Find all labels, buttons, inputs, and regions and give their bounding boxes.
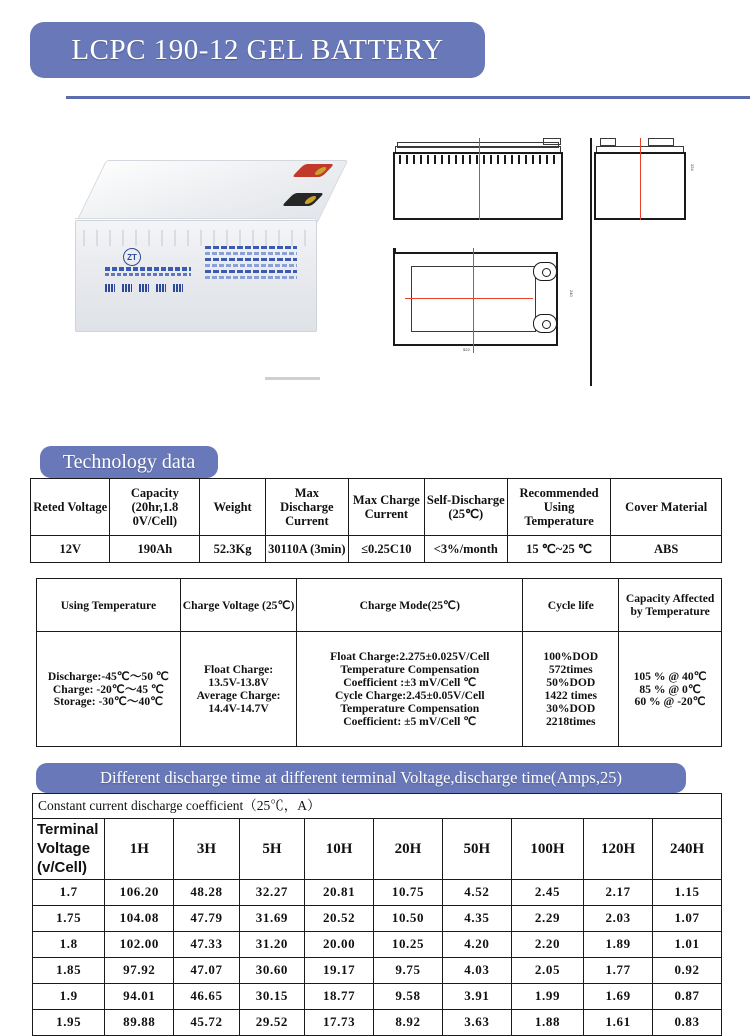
charge-header-row — [37, 579, 722, 632]
row-value: 0.83 — [653, 1010, 722, 1036]
row-voltage: 1.9 — [33, 984, 105, 1010]
using-temperature-cell: Discharge:-45℃～50 ℃ Charge: -20℃～45 ℃ Storage: -30℃～40℃ — [37, 632, 181, 747]
tech-value-cell: ABS — [611, 536, 722, 563]
discharge-column-header: 50H — [442, 819, 511, 880]
row-value: 9.58 — [374, 984, 443, 1010]
row-value: 4.35 — [442, 906, 511, 932]
battery-top-face — [75, 160, 348, 224]
charge-header-cell: Cycle life — [523, 579, 619, 632]
row-value: 19.17 — [305, 958, 374, 984]
table-row — [33, 984, 722, 1010]
row-value: 46.65 — [174, 984, 239, 1010]
technical-drawings — [385, 130, 715, 400]
row-value: 9.75 — [374, 958, 443, 984]
row-value: 10.50 — [374, 906, 443, 932]
photo-shadow — [265, 377, 320, 380]
tech-value-cell: 12V — [31, 536, 110, 563]
row-value: 2.45 — [511, 880, 583, 906]
product-photo — [35, 125, 375, 395]
row-value: 2.05 — [511, 958, 583, 984]
cycle-life-cell: 100%DOD 572times 50%DOD 1422 times 30%DOD 2218times — [523, 632, 619, 747]
row-value: 2.29 — [511, 906, 583, 932]
row-value: 1.61 — [584, 1010, 653, 1036]
row-value: 29.52 — [239, 1010, 304, 1036]
charge-header-cell: Charge Mode(25℃) — [297, 579, 523, 632]
recycle-mark-icon — [173, 284, 183, 292]
positive-terminal-icon — [292, 164, 335, 177]
row-value: 17.73 — [305, 1010, 374, 1036]
charge-parameters-table — [36, 578, 722, 747]
side-rib-1 — [590, 138, 592, 200]
row-value: 102.00 — [105, 932, 174, 958]
row-value: 1.01 — [653, 932, 722, 958]
negative-terminal-icon — [282, 193, 325, 206]
discharge-column-header: 3H — [174, 819, 239, 880]
charge-mode-cell: Float Charge:2.275±0.025V/Cell Temperature Compensation Coefficient :±3 mV/Cell ℃ Cycle Charge:2.45±0.05V/Cell Temperature Compensation Coefficient: ±5 mV/Cell ℃ — [297, 632, 523, 747]
table-row — [33, 906, 722, 932]
discharge-header-row — [33, 819, 722, 880]
side-rib-3 — [590, 262, 592, 324]
brand-text-cn — [105, 267, 191, 271]
row-value: 10.75 — [374, 880, 443, 906]
row-value: 104.08 — [105, 906, 174, 932]
row-value: 47.07 — [174, 958, 239, 984]
terminal-voltage-header: Terminal Voltage (v/Cell) — [33, 819, 105, 880]
front-terminal-tab — [543, 138, 561, 145]
document-title: LCPC 190-12 GEL BATTERY — [71, 33, 444, 66]
title-underline-rule — [66, 96, 750, 99]
row-value: 1.89 — [584, 932, 653, 958]
table-row — [33, 1010, 722, 1036]
tech-value-cell: 15 ℃~25 ℃ — [507, 536, 611, 563]
row-value: 0.92 — [653, 958, 722, 984]
discharge-column-header: 1H — [105, 819, 174, 880]
row-value: 31.69 — [239, 906, 304, 932]
row-value: 45.72 — [174, 1010, 239, 1036]
row-value: 97.92 — [105, 958, 174, 984]
row-value: 20.52 — [305, 906, 374, 932]
capacity-affected-cell: 105 % @ 40℃ 85 % @ 0℃ 60 % @ -20℃ — [619, 632, 722, 747]
tech-header-cell: Recommended Using Temperature — [507, 479, 611, 536]
technology-header-row — [31, 479, 722, 536]
tech-header-cell: Max Charge Current — [348, 479, 424, 536]
side-rib-4 — [590, 324, 592, 386]
tech-value-cell: 190Ah — [110, 536, 200, 563]
row-value: 4.20 — [442, 932, 511, 958]
technology-data-badge-label: Technology data — [62, 450, 196, 473]
row-value: 4.03 — [442, 958, 511, 984]
document-title-badge — [30, 22, 485, 78]
row-value: 20.00 — [305, 932, 374, 958]
zt-logo-icon: ZT — [123, 248, 141, 266]
charge-value-row — [37, 632, 722, 747]
row-value: 2.03 — [584, 906, 653, 932]
technology-data-table — [30, 478, 722, 563]
top-width-dimension: 240 — [569, 290, 574, 297]
row-value: 48.28 — [174, 880, 239, 906]
table-row — [33, 932, 722, 958]
row-value: 47.33 — [174, 932, 239, 958]
top-centerline-horizontal — [405, 298, 533, 299]
row-value: 1.88 — [511, 1010, 583, 1036]
row-value: 0.87 — [653, 984, 722, 1010]
row-value: 1.77 — [584, 958, 653, 984]
charge-header-cell: Capacity Affected by Temperature — [619, 579, 722, 632]
top-positive-post-icon — [533, 262, 557, 281]
title-section — [30, 22, 720, 92]
row-value: 3.91 — [442, 984, 511, 1010]
discharge-column-header: 120H — [584, 819, 653, 880]
row-voltage: 1.75 — [33, 906, 105, 932]
product-label — [205, 246, 297, 282]
tech-header-cell: Self-Discharge (25℃) — [424, 479, 507, 536]
discharge-note: Constant current discharge coefficient（25℃，A） — [33, 794, 722, 819]
tech-header-cell: Reted Voltage — [31, 479, 110, 536]
side-elevation-drawing — [590, 138, 700, 220]
front-vent-slots — [399, 155, 557, 164]
discharge-note-row — [33, 794, 722, 819]
row-value: 20.81 — [305, 880, 374, 906]
discharge-table — [32, 793, 722, 1036]
hero-section — [30, 100, 720, 430]
brand-text-en — [105, 273, 191, 276]
discharge-column-header: 240H — [653, 819, 722, 880]
tech-value-cell: ≤0.25C10 — [348, 536, 424, 563]
tech-header-cell: Capacity (20hr,1.8 0V/Cell) — [110, 479, 200, 536]
table-row — [33, 880, 722, 906]
row-value: 2.17 — [584, 880, 653, 906]
side-terminal-tab-right — [648, 138, 674, 146]
battery-illustration — [75, 160, 340, 335]
certification-marks — [105, 284, 183, 292]
row-value: 32.27 — [239, 880, 304, 906]
table-row — [33, 958, 722, 984]
technology-data-badge — [40, 446, 218, 478]
discharge-column-header: 10H — [305, 819, 374, 880]
top-negative-post-icon — [533, 314, 557, 333]
row-voltage: 1.7 — [33, 880, 105, 906]
discharge-column-header: 100H — [511, 819, 583, 880]
row-value: 8.92 — [374, 1010, 443, 1036]
row-value: 89.88 — [105, 1010, 174, 1036]
battery-ribs — [83, 230, 307, 246]
top-length-dimension: 522 — [463, 347, 470, 352]
row-voltage: 1.85 — [33, 958, 105, 984]
row-value: 31.20 — [239, 932, 304, 958]
side-centerline — [640, 138, 641, 220]
discharge-section-badge-label: Different discharge time at different terminal Voltage,discharge time(Amps,25) — [100, 768, 622, 787]
side-terminal-tab-left — [600, 138, 616, 146]
row-value: 47.79 — [174, 906, 239, 932]
row-value: 30.15 — [239, 984, 304, 1010]
tech-header-cell: Cover Material — [611, 479, 722, 536]
discharge-column-header: 5H — [239, 819, 304, 880]
charge-header-cell: Using Temperature — [37, 579, 181, 632]
row-value: 3.63 — [442, 1010, 511, 1036]
discharge-section-badge — [36, 763, 686, 793]
cert-mark-icon — [105, 284, 115, 292]
technology-value-row — [31, 536, 722, 563]
tech-value-cell: <3%/month — [424, 536, 507, 563]
row-value: 4.52 — [442, 880, 511, 906]
row-value: 1.15 — [653, 880, 722, 906]
row-value: 1.07 — [653, 906, 722, 932]
iso-mark-icon — [156, 284, 166, 292]
row-value: 30.60 — [239, 958, 304, 984]
side-height-dimension: 224 — [690, 164, 695, 171]
row-value: 18.77 — [305, 984, 374, 1010]
ul-mark-icon — [139, 284, 149, 292]
row-value: 1.99 — [511, 984, 583, 1010]
row-voltage: 1.95 — [33, 1010, 105, 1036]
tech-value-cell: 52.3Kg — [200, 536, 266, 563]
front-elevation-drawing — [393, 138, 568, 220]
row-value: 94.01 — [105, 984, 174, 1010]
row-value: 1.69 — [584, 984, 653, 1010]
charge-voltage-cell: Float Charge: 13.5V-13.8V Average Charge: 14.4V-14.7V — [180, 632, 296, 747]
tech-header-cell: Max Discharge Current — [265, 479, 348, 536]
ce-mark-icon — [122, 284, 132, 292]
row-value: 2.20 — [511, 932, 583, 958]
row-voltage: 1.8 — [33, 932, 105, 958]
side-rib-2 — [590, 200, 592, 262]
front-centerline — [479, 138, 480, 220]
discharge-column-header: 20H — [374, 819, 443, 880]
row-value: 10.25 — [374, 932, 443, 958]
top-view-drawing — [393, 248, 583, 353]
row-value: 106.20 — [105, 880, 174, 906]
tech-header-cell: Weight — [200, 479, 266, 536]
tech-value-cell: 30110A (3min) — [265, 536, 348, 563]
charge-header-cell: Charge Voltage (25℃) — [180, 579, 296, 632]
top-centerline-vertical — [473, 248, 474, 353]
